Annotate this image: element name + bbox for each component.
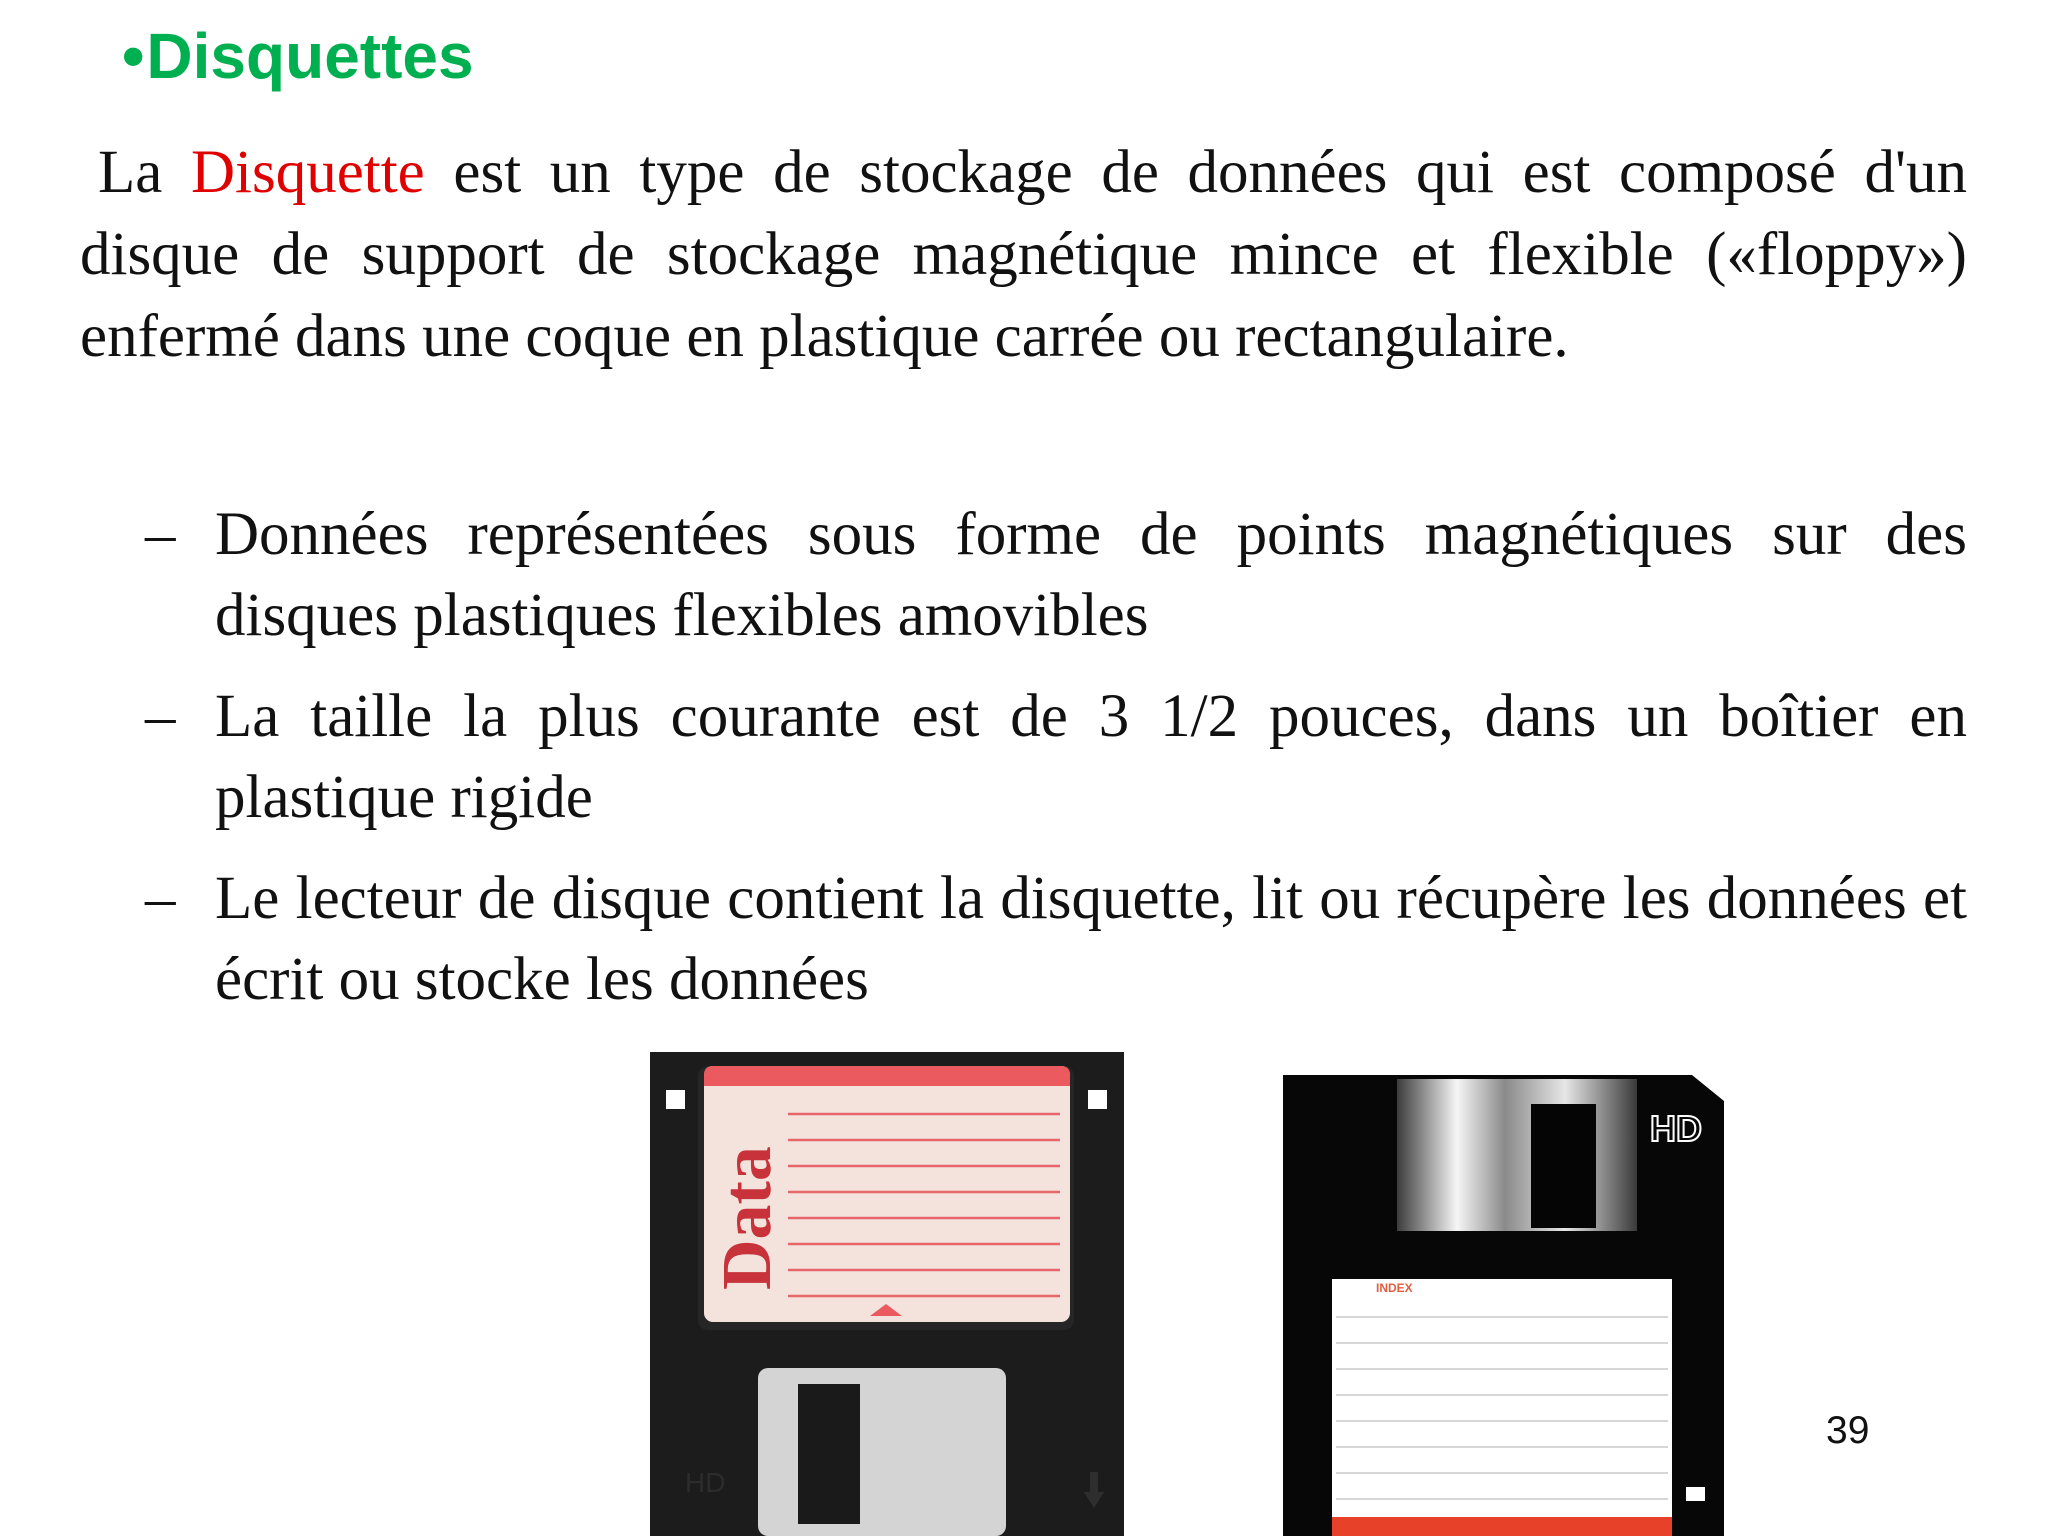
density-hole (1088, 1090, 1107, 1109)
page-number: 39 (1826, 1409, 1870, 1452)
heading-bullet: • (122, 20, 145, 92)
slide-heading (122, 14, 474, 98)
list-item (145, 676, 1967, 838)
embossed-hd-mark: HD (685, 1467, 726, 1498)
index-label-text: INDEX (1376, 1281, 1413, 1295)
metal-shutter (758, 1368, 1006, 1536)
bullet-list (145, 494, 1967, 1040)
heading-title: Disquettes (146, 20, 474, 92)
dash-marker: – (145, 683, 176, 750)
list-item-text: La taille la plus courante est de 3 1/2 pouces, dans un boîtier en plastique rigide (215, 683, 1967, 831)
floppy-disk-hd-illustration (1280, 1075, 1740, 1536)
label-bottom-band (1332, 1517, 1672, 1536)
floppy-disk-illustration (650, 1052, 1124, 1536)
hd-badge: HD (1650, 1108, 1702, 1149)
intro-highlight: Disquette (190, 139, 425, 206)
intro-rest: est un type de stockage de données qui est composé d'un disque de support de stockage magnétique mince et flexible («floppy») enfermé dans une coque en plastique carrée ou rectangulaire. (80, 139, 1967, 370)
list-item (145, 494, 1967, 656)
metal-shutter (1397, 1079, 1637, 1231)
dash-marker: – (145, 865, 176, 932)
intro-paragraph (80, 132, 1967, 378)
list-item (145, 858, 1967, 1020)
dash-marker: – (145, 501, 176, 568)
write-protect-hole (666, 1090, 685, 1109)
shutter-window (798, 1384, 860, 1524)
shutter-window (1531, 1104, 1596, 1228)
floppy-label-text: Data (709, 1146, 786, 1290)
density-hole (1686, 1487, 1705, 1501)
list-item-text: Données représentées sous forme de points magnétiques sur des disques plastiques flexibles amovibles (215, 501, 1967, 649)
intro-lead: La (98, 139, 191, 206)
list-item-text: Le lecteur de disque contient la disquette, lit ou récupère les données et écrit ou stocke les données (215, 865, 1967, 1013)
label-top-band (704, 1066, 1070, 1086)
